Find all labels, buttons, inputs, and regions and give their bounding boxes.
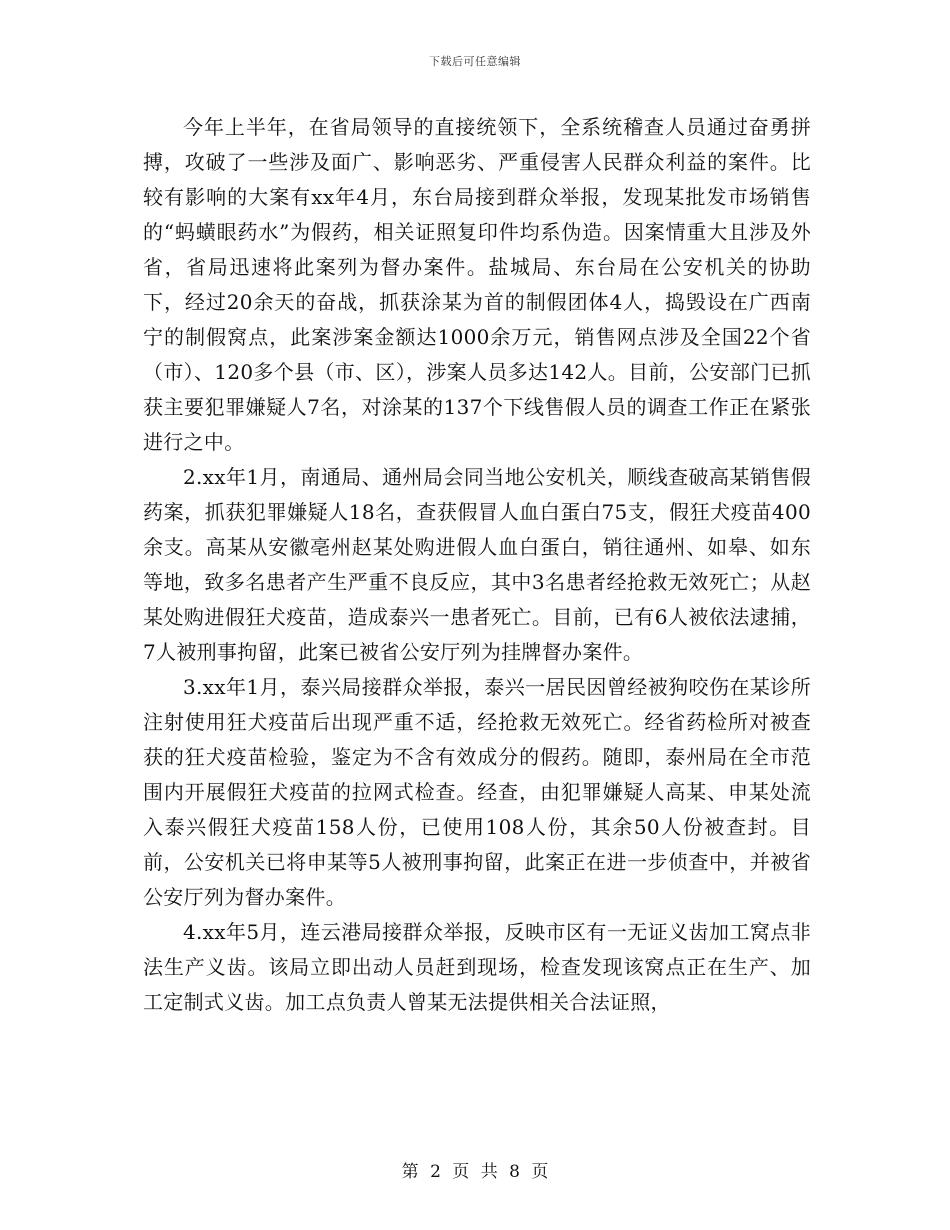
paragraph-3: 3.xx年1月，泰兴局接群众举报，泰兴一居民因曾经被狗咬伤在某诊所注射使用狂犬疫苗后出现严重不适，经抢救无效死亡。经省药检所对被查获的狂犬疫苗检验，鉴定为不含有效成分的假药。随即，泰州局在全市范围内开展假狂犬疫苗的拉网式检查。经查，由犯罪嫌疑人高某、申某处流入泰兴假狂犬疫苗158人份，已使用108人份，其余50人份被查封。目前，公安机关已将申某等5人被刑事拘留，此案正在进一步侦查中，并被省公安厅列为督办案件。 [143,675,811,909]
paragraph-2: 2.xx年1月，南通局、通州局会同当地公安机关，顺线查破高某销售假药案，抓获犯罪嫌疑人18名，查获假冒人血白蛋白75支，假狂犬疫苗400余支。高某从安徽亳州赵某处购进假人血白蛋白，销往通州、如皋、如东等地，致多名患者产生严重不良反应，其中3名患者经抢救无效死亡；从赵某处购进假狂犬疫苗，造成泰兴一患者死亡。目前，已有6人被依法逮捕，7人被刑事拘留，此案已被省公安厅列为挂牌督办案件。 [143,465,811,664]
document-body [143,110,811,1020]
page-header-note: 下载后可任意编辑 [429,55,521,68]
page-number-footer: 第 2 页 共 8 页 [401,1162,549,1182]
paragraph-1: 今年上半年，在省局领导的直接统领下，全系统稽查人员通过奋勇拼搏，攻破了一些涉及面广、影响恶劣、严重侵害人民群众利益的案件。比较有影响的大案有xx年4月，东台局接到群众举报，发现某批发市场销售的“蚂蟥眼药水”为假药，相关证照复印件均系伪造。因案情重大且涉及外省，省局迅速将此案列为督办案件。盐城局、东台局在公安机关的协助下，经过20余天的奋战，抓获涂某为首的制假团体4人，捣毁设在广西南宁的制假窝点，此案涉案金额达1000余万元，销售网点涉及全国22个省（市）、120多个县（市、区），涉案人员多达142人。目前，公安部门已抓获主要犯罪嫌疑人7名，对涂某的137个下线售假人员的调查工作正在紧张进行之中。 [143,115,811,454]
paragraph-4: 4.xx年5月，连云港局接群众举报，反映市区有一无证义齿加工窝点非法生产义齿。该局立即出动人员赶到现场，检查发现该窝点正在生产、加工定制式义齿。加工点负责人曾某无法提供相关合法证照， [143,920,811,1014]
